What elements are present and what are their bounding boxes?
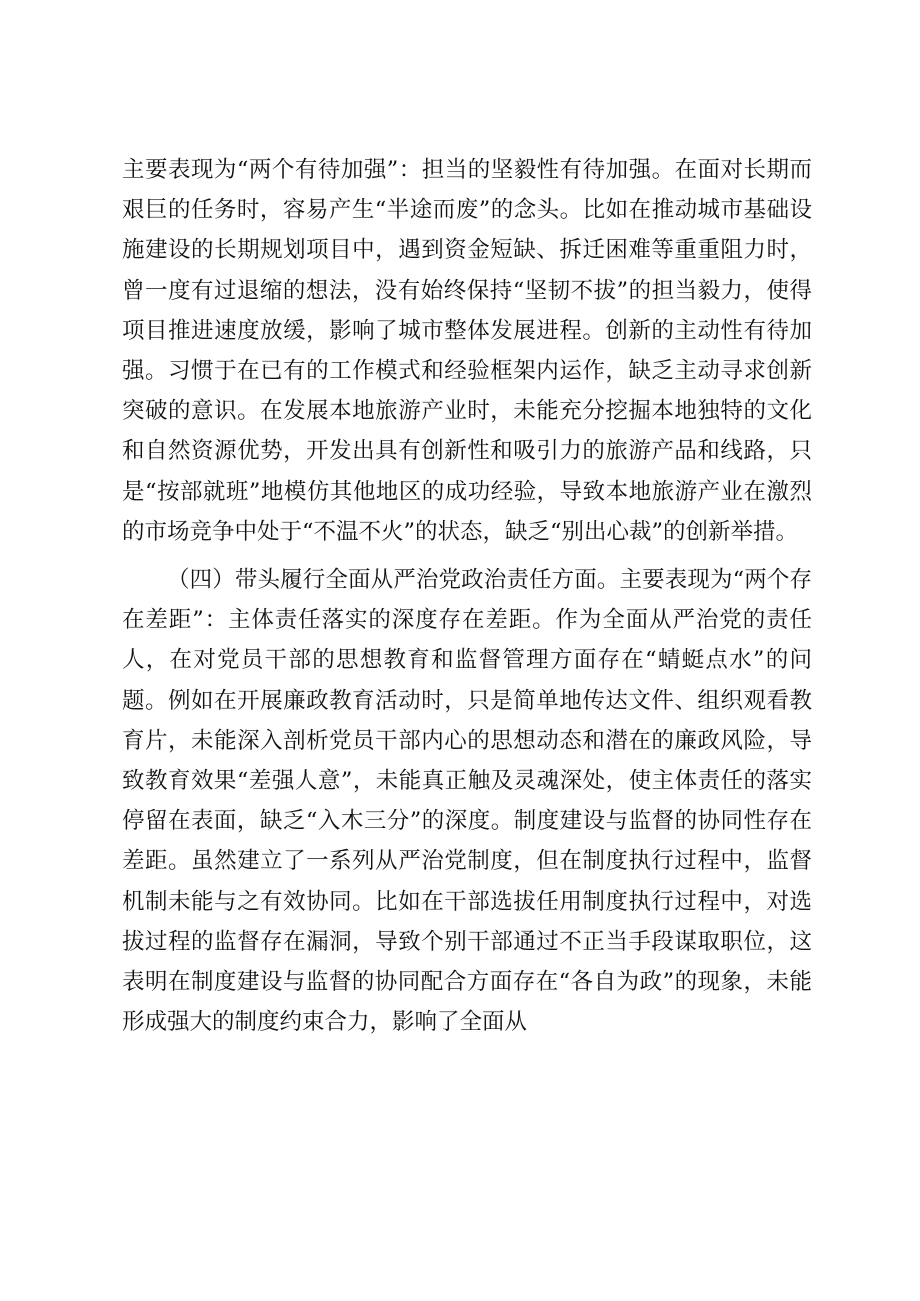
paragraph-continuation: 主要表现为“两个有待加强”：担当的坚毅性有待加强。在面对长期而艰巨的任务时，容易产生“半途而废”的念头。比如在推动城市基础设施建设的长期规划项目中，遇到资金短缺、拆迁困难等重重阻力时，曾一度有过退缩的想法，没有始终保持“坚韧不拔”的担当毅力，使得项目推进速度放缓，影响了城市整体发展进程。创新的主动性有待加强。习惯于在已有的工作模式和经验框架内运作，缺乏主动寻求创新突破的意识。在发展本地旅游产业时，未能充分挖掘本地独特的文化和自然资源优势，开发出具有创新性和吸引力的旅游产品和线路，只是“按部就班”地模仿其他地区的成功经验，导致本地旅游产业在激烈的市场竞争中处于“不温不火”的状态，缺乏“别出心裁”的创新举措。 xyxy=(122,157,812,545)
document-body xyxy=(122,150,812,1042)
paragraph-section-four: （四）带头履行全面从严治党政治责任方面。主要表现为“两个存在差距”：主体责任落实的深度存在差距。作为全面从严治党的责任人，在对党员干部的思想教育和监督管理方面存在“蜻蜓点水”的问题。例如在开展廉政教育活动时，只是简单地传达文件、组织观看教育片，未能深入剖析党员干部内心的思想动态和潜在的廉政风险，导致教育效果“差强人意”，未能真正触及灵魂深处，使主体责任的落实停留在表面，缺乏“入木三分”的深度。制度建设与监督的协同性存在差距。虽然建立了一系列从严治党制度，但在制度执行过程中，监督机制未能与之有效协同。比如在干部选拔任用制度执行过程中，对选拔过程的监督存在漏洞，导致个别干部通过不正当手段谋取职位，这表明在制度建设与监督的协同配合方面存在“各自为政”的现象，未能形成强大的制度约束合力，影响了全面从 xyxy=(122,567,812,1036)
